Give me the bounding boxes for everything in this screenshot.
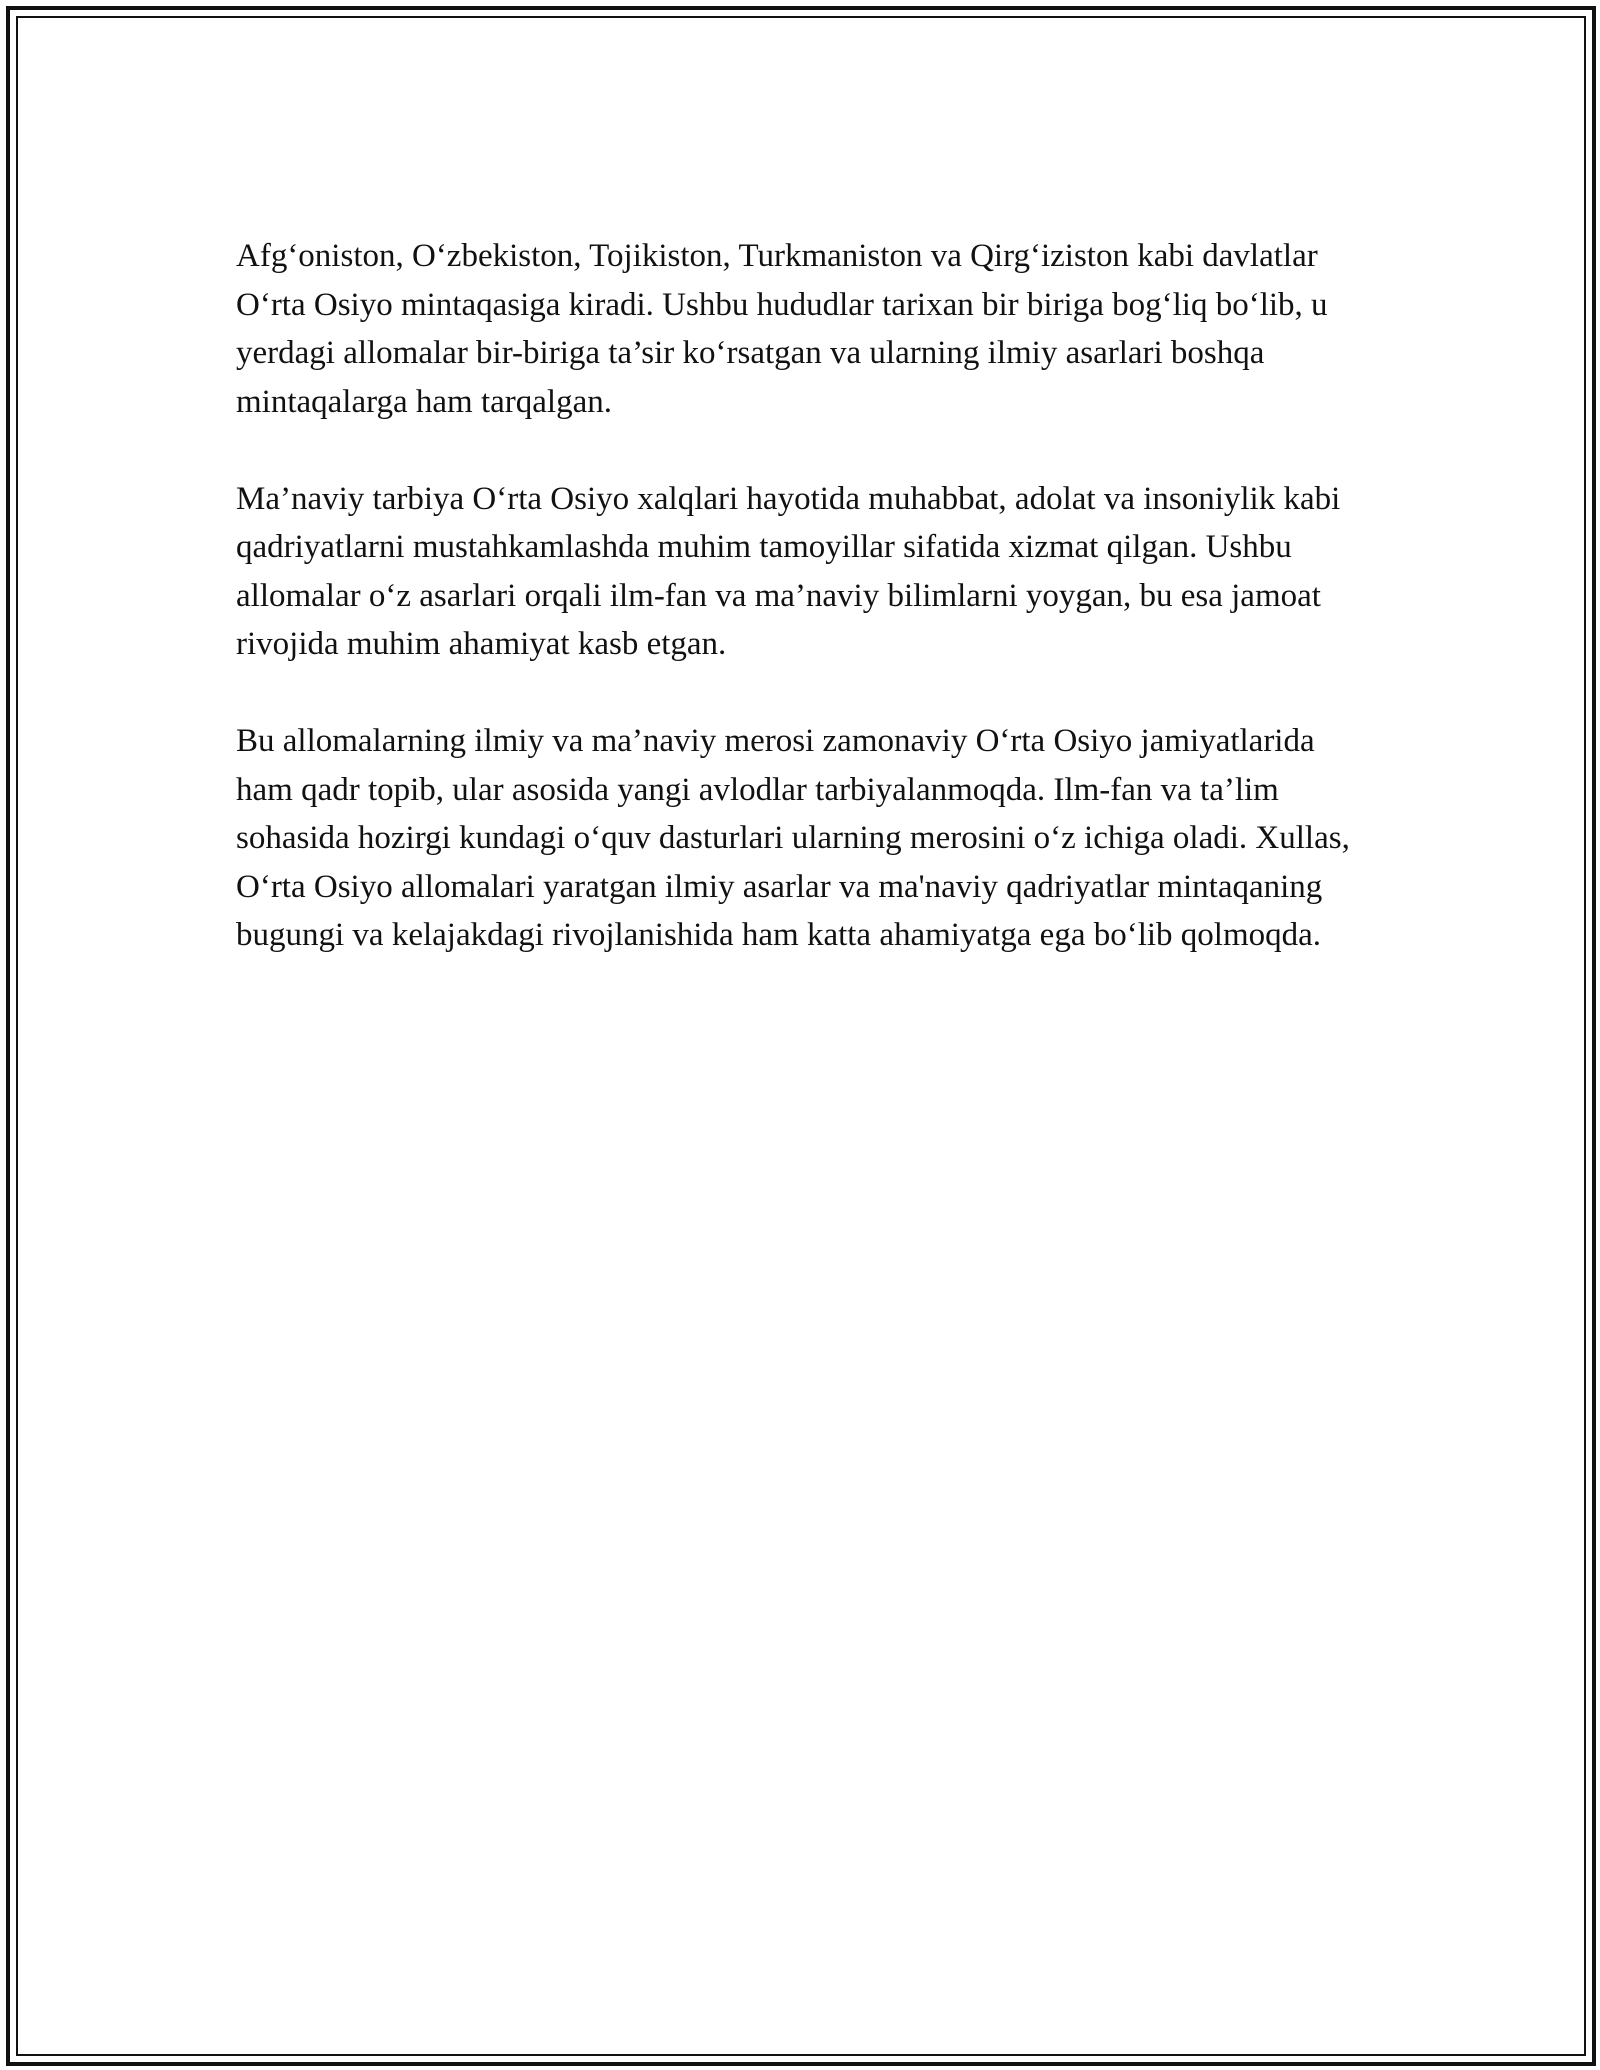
paragraph-1: Afg‘oniston, O‘zbekiston, Tojikiston, Turkmaniston va Qirg‘iziston kabi davlatlar O‘rta Osiyo mintaqasiga kiradi. Ushbu hududlar tarixan bir biriga bog‘liq bo‘lib, u yerdagi allomalar bir-biriga ta’sir ko‘rsatgan va ularning ilmiy asarlari boshqa mintaqalarga ham tarqalgan.	[236, 238, 1328, 420]
document-body	[236, 232, 1376, 1008]
paragraph-2: Ma’naviy tarbiya O‘rta Osiyo xalqlari hayotida muhabbat, adolat va insoniylik kabi qadriyatlarni mustahkamlashda muhim tamoyillar sifatida xizmat qilgan. Ushbu allomalar o‘z asarlari orqali ilm-fan va ma’naviy bilimlarni yoygan, bu esa jamoat rivojida muhim ahamiyat kasb etgan.	[236, 480, 1341, 662]
paragraph-3: Bu allomalarning ilmiy va ma’naviy merosi zamonaviy O‘rta Osiyo jamiyatlarida ham qadr topib, ular asosida yangi avlodlar tarbiyalanmoqda. Ilm-fan va ta’lim sohasida hozirgi kundagi o‘quv dasturlari ularning merosini o‘z ichiga oladi. Xullas, O‘rta Osiyo allomalari yaratgan ilmiy asarlar va ma'naviy qadriyatlar mintaqaning bugungi va kelajakdagi rivojlanishida ham katta ahamiyatga ega bo‘lib qolmoqda.	[236, 723, 1350, 953]
